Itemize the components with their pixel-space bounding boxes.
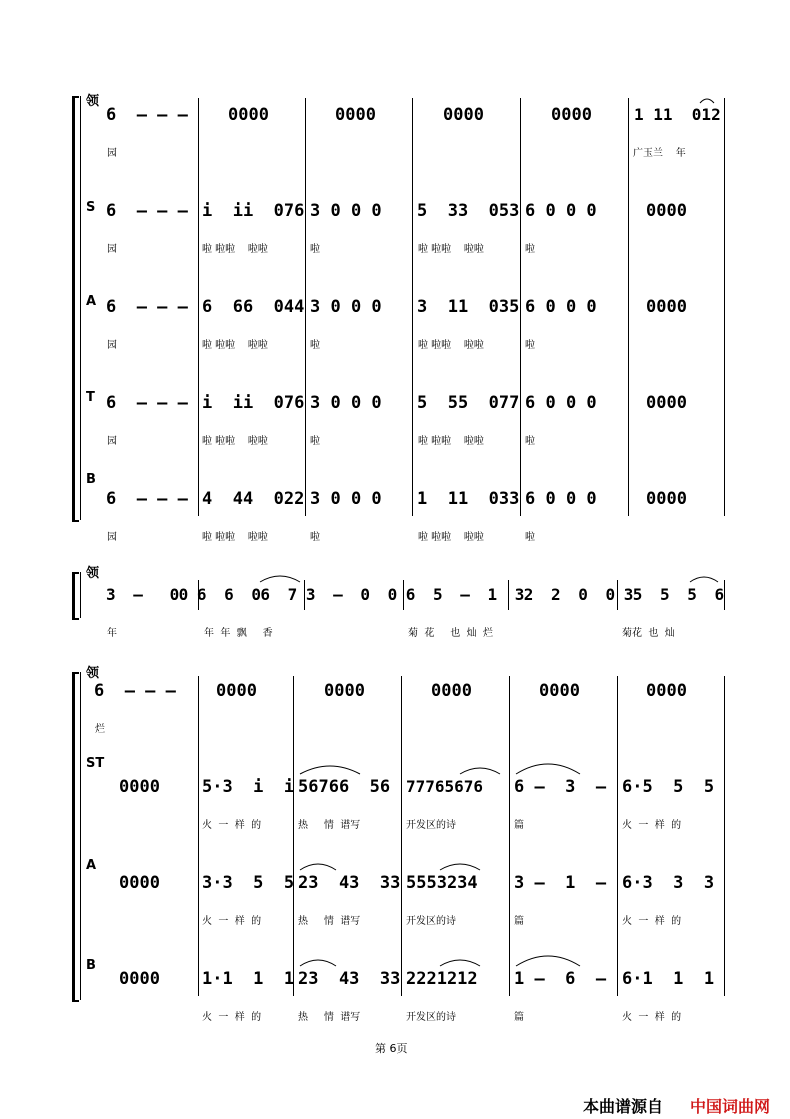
lyrics: 啦 — [525, 532, 535, 543]
notes-measure: 5 33 053 — [417, 201, 520, 221]
lyrics: 火 一 样 的 — [202, 916, 262, 927]
notes-first: 6 – – – — [106, 201, 188, 221]
slur — [440, 864, 480, 870]
lyrics: 篇 — [514, 1012, 524, 1023]
lyrics: 广玉兰 年 — [633, 148, 686, 159]
lyrics: 啦 — [525, 340, 535, 351]
notes-measure: 6 0 0 0 — [525, 489, 597, 509]
part-label: B — [86, 472, 96, 487]
lyrics: 园 — [107, 436, 117, 447]
notes-measure: 0000 — [646, 297, 687, 317]
notes-measure: 1 11 033 — [417, 489, 520, 509]
notes-measure: 6 – 3 – — [514, 777, 607, 797]
lyrics: 篇 — [514, 916, 524, 927]
lyrics: 开发区的诗 — [406, 820, 456, 831]
notes-measure: 2221212 — [406, 969, 478, 989]
part-label: B — [86, 958, 96, 973]
notes-measure: 0000 — [539, 681, 580, 701]
part-label: ST — [86, 756, 105, 771]
notes-measure: 0000 — [646, 393, 687, 413]
notes-first: 0000 — [119, 777, 160, 797]
notes-measure: 1·1 1 1 — [202, 969, 295, 989]
notes-measure: 5553234 — [406, 873, 478, 893]
lyrics: 啦 啦啦 啦啦 — [418, 244, 484, 255]
slur — [516, 956, 580, 966]
notes-measure: i ii 076 — [202, 201, 305, 221]
notes-measure: 3 0 0 0 — [310, 201, 382, 221]
notes-measure: 0000 — [216, 681, 257, 701]
notes-measure: 0000 — [646, 489, 687, 509]
notes-measure: 6 0 0 0 — [525, 297, 597, 317]
lyrics: 火 一 样 的 — [622, 1012, 682, 1023]
lyrics: 篇 — [514, 820, 524, 831]
lyrics: 热 情 谱写 — [298, 916, 361, 927]
notes-measure: 6 66 044 — [202, 297, 305, 317]
part-label: 领 — [86, 94, 100, 109]
lyrics: 啦 啦啦 啦啦 — [202, 436, 268, 447]
slur — [300, 864, 336, 870]
lyrics: 啦 啦啦 啦啦 — [418, 532, 484, 543]
notes-measure: 6·5 5 5 — [622, 777, 715, 797]
notes-measure: 3 11 035 — [417, 297, 520, 317]
lyrics: 啦 啦啦 啦啦 — [202, 532, 268, 543]
lyrics: 啦 啦啦 啦啦 — [418, 340, 484, 351]
lyrics: 园 — [107, 340, 117, 351]
notes-measure: 23 43 33 — [298, 873, 401, 893]
lyrics: 热 情 谱写 — [298, 1012, 361, 1023]
notes-measure: 0000 — [228, 105, 269, 125]
source-note: 本曲谱源自 — [583, 1097, 664, 1116]
notes-measure: 5 55 077 — [417, 393, 520, 413]
notes-measure: 0000 — [443, 105, 484, 125]
notes-measure: 4 44 022 — [202, 489, 305, 509]
lyrics: 年 — [107, 628, 117, 639]
slur — [460, 768, 500, 774]
lyrics: 热 情 谱写 — [298, 820, 361, 831]
slur — [700, 99, 714, 103]
page-number: 第 6页 — [375, 1042, 408, 1055]
notes-first: 0000 — [119, 873, 160, 893]
notes-measure: 3·3 5 5 — [202, 873, 295, 893]
lyrics: 啦 — [310, 532, 320, 543]
notes-first: 6 – – – — [106, 105, 188, 125]
notes-first: 6 – – – — [106, 489, 188, 509]
lyrics: 啦 — [310, 436, 320, 447]
notes-first: 6 – – – — [106, 393, 188, 413]
notes-measure: 3 0 0 0 — [310, 393, 382, 413]
notes-measure: i ii 076 — [202, 393, 305, 413]
slur — [690, 577, 718, 582]
notes-measure: 0000 — [335, 105, 376, 125]
notes-measure: 6 0 0 0 — [525, 393, 597, 413]
part-label: A — [86, 858, 97, 873]
notes-measure: 0000 — [646, 201, 687, 221]
notes-measure: 1 – 6 – — [514, 969, 607, 989]
lyrics: 园 — [107, 148, 117, 159]
notes-measure: 0000 — [551, 105, 592, 125]
notes-measure: 0000 — [324, 681, 365, 701]
lyrics: 烂 — [95, 724, 105, 735]
notes-measure: 3 0 0 0 — [310, 297, 382, 317]
notes-first: 6 – – – — [94, 681, 176, 701]
lyrics: 火 一 样 的 — [202, 820, 262, 831]
part-label: 领 — [86, 566, 100, 581]
lyrics: 火 一 样 的 — [622, 820, 682, 831]
slur — [260, 576, 300, 582]
slur — [300, 766, 360, 774]
lyrics: 火 一 样 的 — [202, 1012, 262, 1023]
notes-measure: 3 0 0 0 — [310, 489, 382, 509]
notes-measure: 6·3 3 3 — [622, 873, 715, 893]
notes-first: 0000 — [119, 969, 160, 989]
lyrics: 开发区的诗 — [406, 1012, 456, 1023]
lyrics: 园 — [107, 244, 117, 255]
slur — [516, 764, 580, 774]
slur — [440, 960, 480, 966]
notes-first: 6 – – – — [106, 297, 188, 317]
notes-measure: 77765676 — [406, 777, 484, 796]
notes-measure: 1 11 012 — [634, 105, 721, 124]
brand-link[interactable]: 中国词曲网 — [690, 1097, 771, 1116]
notes-measure: 56766 56 — [298, 777, 391, 797]
lyrics: 开发区的诗 — [406, 916, 456, 927]
notes-measure: 5·3 i i — [202, 777, 295, 797]
lyrics: 啦 — [525, 436, 535, 447]
lyrics: 啦 啦啦 啦啦 — [202, 340, 268, 351]
lyrics: 火 一 样 的 — [622, 916, 682, 927]
lyrics: 啦 啦啦 啦啦 — [202, 244, 268, 255]
notes-measure: 6 0 0 0 — [525, 201, 597, 221]
part-label: S — [86, 200, 96, 215]
notes-measure: 0000 — [431, 681, 472, 701]
lyrics: 年 年 飘 香 — [204, 628, 273, 639]
lyrics: 啦 — [310, 340, 320, 351]
notes-line: 3 – 00 6 6 06 7 3 – 0 0 6 5 – 1 32 2 0 0 35 5 5 6 — [106, 585, 724, 604]
notes-measure: 23 43 33 — [298, 969, 401, 989]
notes-measure: 0000 — [646, 681, 687, 701]
part-label: 领 — [86, 666, 100, 681]
part-label: T — [86, 390, 95, 405]
lyrics: 菊 花 也 灿 烂 — [408, 628, 493, 639]
lyrics: 啦 — [310, 244, 320, 255]
slur — [300, 960, 336, 966]
lyrics: 菊花 也 灿 — [622, 628, 675, 639]
lyrics: 园 — [107, 532, 117, 543]
lyrics: 啦 啦啦 啦啦 — [418, 436, 484, 447]
notes-measure: 3 – 1 – — [514, 873, 607, 893]
notes-measure: 6·1 1 1 — [622, 969, 715, 989]
lyrics: 啦 — [525, 244, 535, 255]
part-label: A — [86, 294, 97, 309]
